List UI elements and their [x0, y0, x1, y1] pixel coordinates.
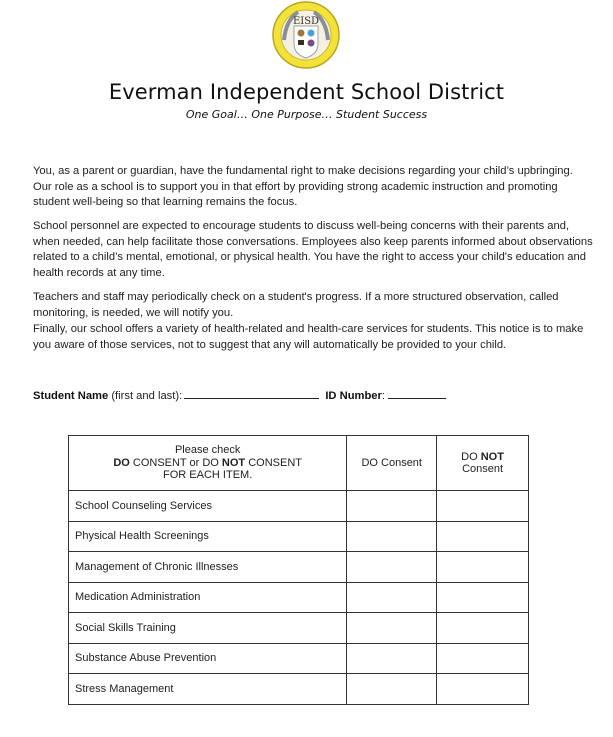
- paragraph-monitoring: Teachers and staff may periodically check on a student's progress. If a more structured observation, called monitoring, is needed, we will notify you.: [33, 291, 559, 319]
- instruction-not: NOT: [221, 456, 246, 469]
- service-item-label: Management of Chronic Illnesses: [69, 552, 347, 583]
- do-not-consent-checkbox[interactable]: [437, 582, 529, 613]
- do-consent-checkbox[interactable]: [347, 674, 437, 705]
- do-not-consent-header: [437, 436, 529, 491]
- do-not-consent-checkbox[interactable]: [437, 613, 529, 644]
- service-item-label: Stress Management: [69, 674, 347, 705]
- student-name-field[interactable]: [184, 387, 319, 399]
- consent-row: [69, 643, 529, 674]
- student-name-label: Student Name: [33, 390, 109, 402]
- service-item-label: Physical Health Screenings: [69, 521, 347, 552]
- district-tagline: One Goal… One Purpose… Student Success: [185, 108, 428, 121]
- do-consent-checkbox[interactable]: [347, 582, 437, 613]
- instruction-end: CONSENT: [245, 456, 302, 469]
- instruction-mid: CONSENT or DO: [129, 456, 222, 469]
- id-number-field[interactable]: [388, 387, 446, 399]
- do-not-suffix: Consent: [462, 463, 504, 475]
- consent-row: [69, 674, 529, 705]
- consent-row: [69, 613, 529, 644]
- do-consent-checkbox[interactable]: [347, 643, 437, 674]
- do-consent-checkbox[interactable]: [347, 613, 437, 644]
- consent-row: [69, 521, 529, 552]
- service-item-label: Social Skills Training: [69, 613, 347, 644]
- consent-row: [69, 552, 529, 583]
- instruction-do: DO: [113, 456, 130, 469]
- student-info-line: [33, 387, 446, 402]
- service-item-label: Medication Administration: [69, 582, 347, 613]
- do-not-bold: NOT: [480, 450, 504, 463]
- consent-row: [69, 491, 529, 522]
- do-not-consent-checkbox[interactable]: [437, 674, 529, 705]
- do-consent-checkbox[interactable]: [347, 491, 437, 522]
- do-not-consent-checkbox[interactable]: [437, 521, 529, 552]
- instruction-line-3: FOR EACH ITEM.: [163, 469, 253, 482]
- do-consent-checkbox[interactable]: [347, 521, 437, 552]
- do-not-consent-checkbox[interactable]: [437, 643, 529, 674]
- student-name-hint: (first and last):: [108, 390, 183, 402]
- paragraph-services-notice: Finally, our school offers a variety of health-related and health-care services for students. This notice is to make you aware of those services, not to suggest that any will automatically be provided to your child.: [33, 323, 584, 351]
- logo-text: EISD: [292, 16, 320, 27]
- instruction-header: [69, 436, 347, 491]
- id-number-label: ID Number: [325, 390, 382, 402]
- service-item-label: School Counseling Services: [69, 491, 347, 522]
- consent-table-header: [69, 436, 529, 491]
- consent-row: [69, 582, 529, 613]
- do-not-consent-checkbox[interactable]: [437, 491, 529, 522]
- district-title: Everman Independent School District: [108, 80, 505, 104]
- do-consent-header: DO Consent: [347, 436, 437, 491]
- instruction-line-1: Please check: [174, 444, 241, 457]
- eisd-seal-icon: [272, 0, 340, 70]
- do-not-prefix: DO: [461, 450, 481, 463]
- consent-table: [68, 435, 529, 705]
- do-not-consent-checkbox[interactable]: [437, 552, 529, 583]
- do-consent-checkbox[interactable]: [347, 552, 437, 583]
- service-item-label: Substance Abuse Prevention: [69, 643, 347, 674]
- paragraph-parental-rights: You, as a parent or guardian, have the fundamental right to make decisions regarding your child’s upbringing. Our role as a school is to support you in that effort by providing strong academic instruction and promoting student well-being so that learning remains the focus.: [33, 165, 573, 208]
- paragraph-school-personnel: School personnel are expected to encourage students to discuss well-being concerns with their parents and, when needed, can help facilitate those conversations. Employees also keep parents informed about observations related to a child’s mental, emotional, or physical health. You have the right to access your child's education and health records at any time.: [33, 220, 593, 279]
- id-number-colon: :: [381, 390, 385, 402]
